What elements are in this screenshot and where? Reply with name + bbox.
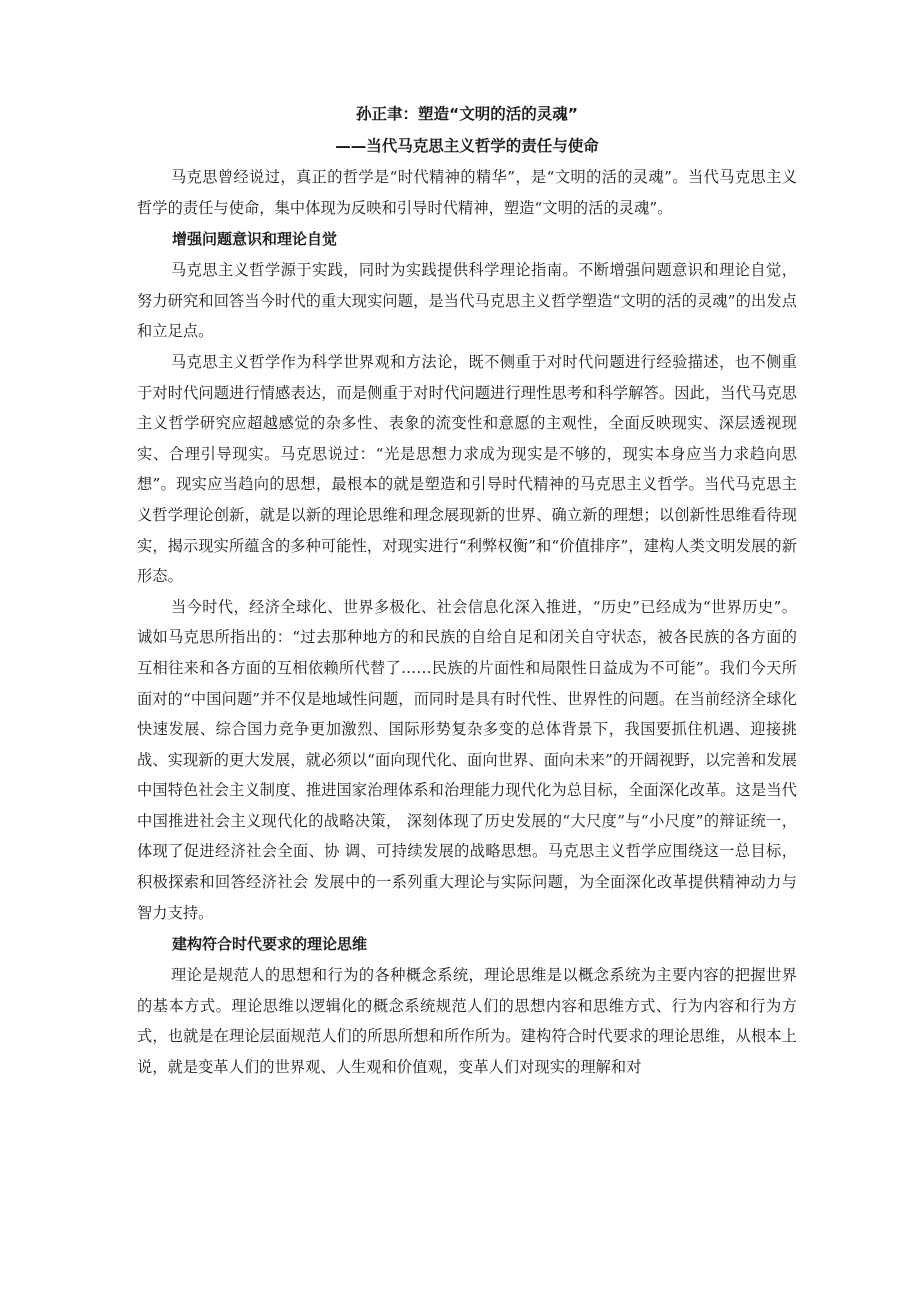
section1-paragraph-1: 马克思主义哲学源于实践，同时为实践提供科学理论指南。不断增强问题意识和理论自觉，努力研究和回答当今时代的重大现实问题，是当代马克思主义哲学塑造“文明的活的灵魂”的出发点和立足点。 bbox=[137, 261, 797, 341]
section2-paragraph-1: 理论是规范人的思想和行为的各种概念系统，理论思维是以概念系统为主要内容的把握世界的基本方式。理论思维以逻辑化的概念系统规范人们的思想内容和思维方式、行为内容和行为方式，也就是在理论层面规范人们的所思所想和所作所为。建构符合时代要求的理论思维，从根本上说，就是变革人们的世界观、人生观和价值观，变革人们对现实的理解和对 bbox=[137, 966, 797, 1077]
article-title: 孙正聿：塑造“文明的活的灵魂” bbox=[356, 105, 578, 123]
intro-paragraph: 马克思曾经说过，真正的哲学是“时代精神的精华”，是“文明的活的灵魂”。当代马克思主义哲学的责任与使命，集中体现为反映和引导时代精神，塑造“文明的活的灵魂”。 bbox=[137, 168, 797, 217]
section1-paragraph-2: 马克思主义哲学作为科学世界观和方法论，既不侧重于对时代问题进行经验描述，也不侧重于对时代问题进行情感表达，而是侧重于对时代问题进行理性思考和科学解答。因此，当代马克思主义哲学研究应超越感觉的杂多性、表象的流变性和意愿的主观性，全面反映现实、深层透视现实、合理引导现实。马克思说过：“光是思想力求成为现实是不够的，现实本身应当力求趋向思想”。现实应当趋向的思想，最根本的就是塑造和引导时代精神的马克思主义哲学。当代马克思主义哲学理论创新，就是以新的理论思维和理念展现新的世界、确立新的理想；以创新性思维看待现实，揭示现实所蕴含的多种可能性，对现实进行“利弊权衡”和“价值排序”，建构人类文明发展的新形态。 bbox=[137, 352, 797, 586]
article-subtitle: ——当代马克思主义哲学的责任与使命 bbox=[335, 137, 599, 155]
section-heading-1: 增强问题意识和理论自觉 bbox=[172, 230, 338, 249]
section1-paragraph-3: 当今时代，经济全球化、世界多极化、社会信息化深入推进，“历史”已经成为“世界历史”。诚如马克思所指出的：“过去那种地方的和民族的自给自足和闭关自守状态，被各民族的各方面的互相往来和各方面的互相依赖所代替了……民族的片面性和局限性日益成为不可能”。我们今天所面对的“中国问题”并不仅是地域性问题，而同时是具有时代性、世界性的问题。在当前经济全球化快速发展、综合国力竞争更加激烈、国际形势复杂多变的总体背景下，我国要抓住机遇、迎接挑战、实现新的更大发展，就必须以“面向现代化、面向世界、面向未来”的开阔视野，以完善和发展中国特色社会主义制度、推进国家治理体系和治理能力现代化为总目标，全面深化改革。这是当代中国推进社会主义现代化的战略决策， 深刻体现了历史发展的“大尺度”与“小尺度”的辩证统一，体现了促进经济社会全面、协 调、可持续发展的战略思想。马克思主义哲学应围绕这一总目标，积极探索和回答经济社会 发展中的一系列重大理论与实际问题，为全面深化改革提供精神动力与智力支持。 bbox=[137, 597, 797, 922]
document-page bbox=[137, 98, 797, 1083]
section-heading-2: 建构符合时代要求的理论思维 bbox=[172, 935, 368, 954]
